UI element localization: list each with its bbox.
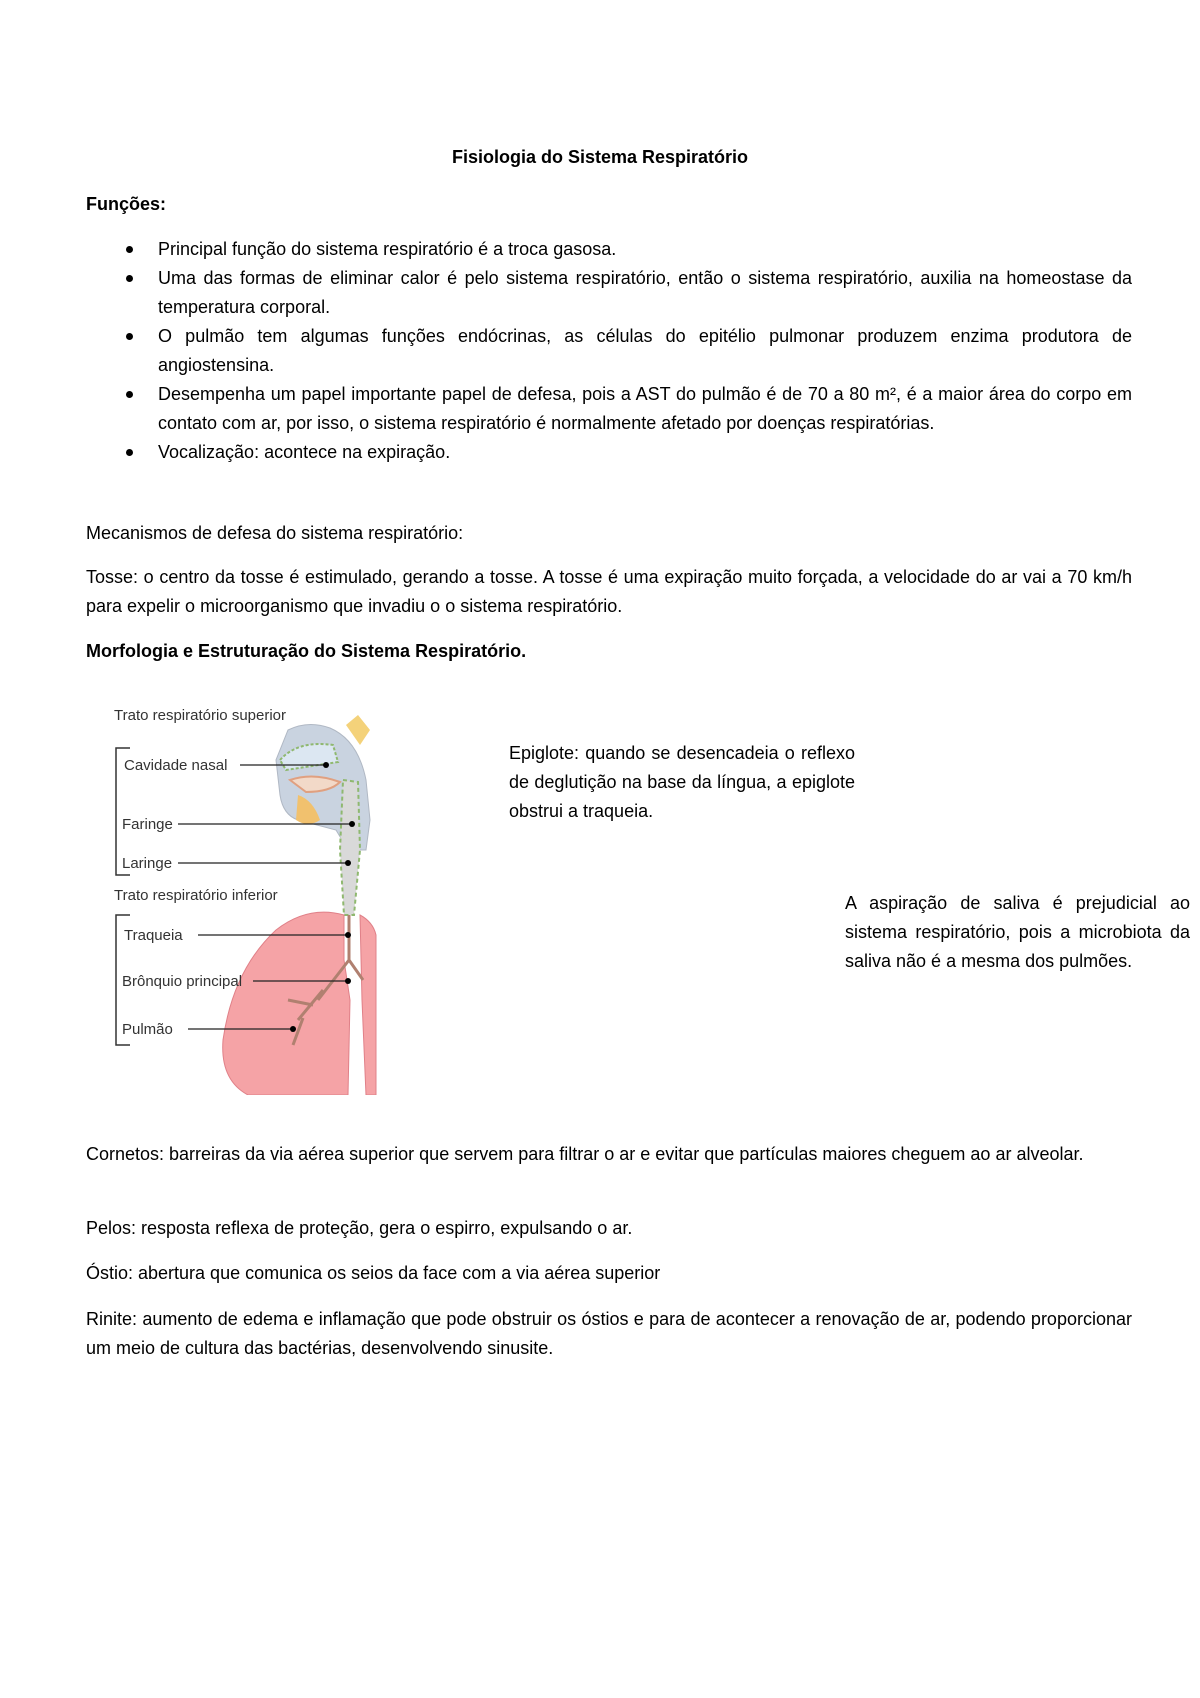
hairs-paragraph: Pelos: resposta reflexa de proteção, gera o espirro, expulsando o ar. <box>86 1218 633 1238</box>
list-item: O pulmão tem algumas funções endócrinas, as células do epitélio pulmonar produzem enzima produtora de angiostensina. <box>86 322 1132 380</box>
larynx-label: Laringe <box>122 855 173 872</box>
lower-tract-label: Trato respiratório inferior <box>114 887 278 904</box>
list-item: Principal função do sistema respiratório é a troca gasosa. <box>86 235 1132 264</box>
lung-label: Pulmão <box>122 1021 173 1038</box>
pharynx-dot <box>349 821 355 827</box>
ostium-paragraph: Óstio: abertura que comunica os seios da face com a via aérea superior <box>86 1263 661 1283</box>
rhinitis-paragraph: Rinite: aumento de edema e inflamação que pode obstruir os óstios e para de acontecer a renovação de ar, podendo proporcionar um meio de cultura das bactérias, desenvolvendo sinusite. <box>86 1309 1132 1358</box>
main-bronchus-label: Brônquio principal <box>122 973 243 990</box>
nasal-cavity-label: Cavidade nasal <box>124 757 228 774</box>
bullet-icon <box>126 391 133 398</box>
nasal-dot <box>323 762 329 768</box>
bullet-icon <box>126 275 133 282</box>
defense-heading: Mecanismos de defesa do sistema respiratório: <box>86 523 464 543</box>
list-item: Desempenha um papel importante papel de defesa, pois a AST do pulmão é de 70 a 80 m², é a maior área do corpo em contato com ar, por isso, o sistema respiratório é normalmente afetado por doenças respiratórias. <box>86 380 1132 438</box>
functions-heading: Funções: <box>86 194 167 214</box>
pharynx-label: Faringe <box>122 816 173 833</box>
list-item: Uma das formas de eliminar calor é pelo sistema respiratório, então o sistema respiratório, auxilia na homeostase da temperatura corporal. <box>86 264 1132 322</box>
functions-list <box>86 235 1132 467</box>
turbinates-paragraph: Cornetos: barreiras da via aérea superior que servem para filtrar o ar e evitar que partículas maiores cheguem ao ar alveolar. <box>86 1144 1084 1164</box>
page-title: Fisiologia do Sistema Respiratório <box>451 147 749 167</box>
upper-tract-label: Trato respiratório superior <box>114 707 287 724</box>
left-lung-shape <box>223 912 350 1095</box>
cough-paragraph: Tosse: o centro da tosse é estimulado, gerando a tosse. A tosse é uma expiração muito forçada, a velocidade do ar vai a 70 km/h para expelir o microorganismo que invadiu o o sistema respiratório. <box>86 567 1132 616</box>
right-lung-shape <box>360 915 376 1095</box>
trachea-shape <box>340 780 360 915</box>
respiratory-tract-diagram <box>108 700 398 1095</box>
bullet-icon <box>126 333 133 340</box>
larynx-dot <box>345 860 351 866</box>
list-item: Vocalização: acontece na expiração. <box>86 438 1132 467</box>
respiratory-diagram-svg <box>108 700 398 1095</box>
trachea-label: Traqueia <box>124 927 183 944</box>
saliva-note: A aspiração de saliva é prejudicial ao sistema respiratório, pois a microbiota da saliva não é a mesma dos pulmões. <box>845 893 1190 971</box>
trachea-dot <box>345 932 351 938</box>
lung-dot <box>290 1026 296 1032</box>
bullet-icon <box>126 449 133 456</box>
epiglottis-note: Epiglote: quando se desencadeia o reflexo de deglutição na base da língua, a epiglote obstrui a traqueia. <box>509 743 855 821</box>
bronchus-dot <box>345 978 351 984</box>
sinus-shape <box>346 715 370 745</box>
morphology-heading: Morfologia e Estruturação do Sistema Respiratório. <box>86 641 527 661</box>
bullet-icon <box>126 246 133 253</box>
